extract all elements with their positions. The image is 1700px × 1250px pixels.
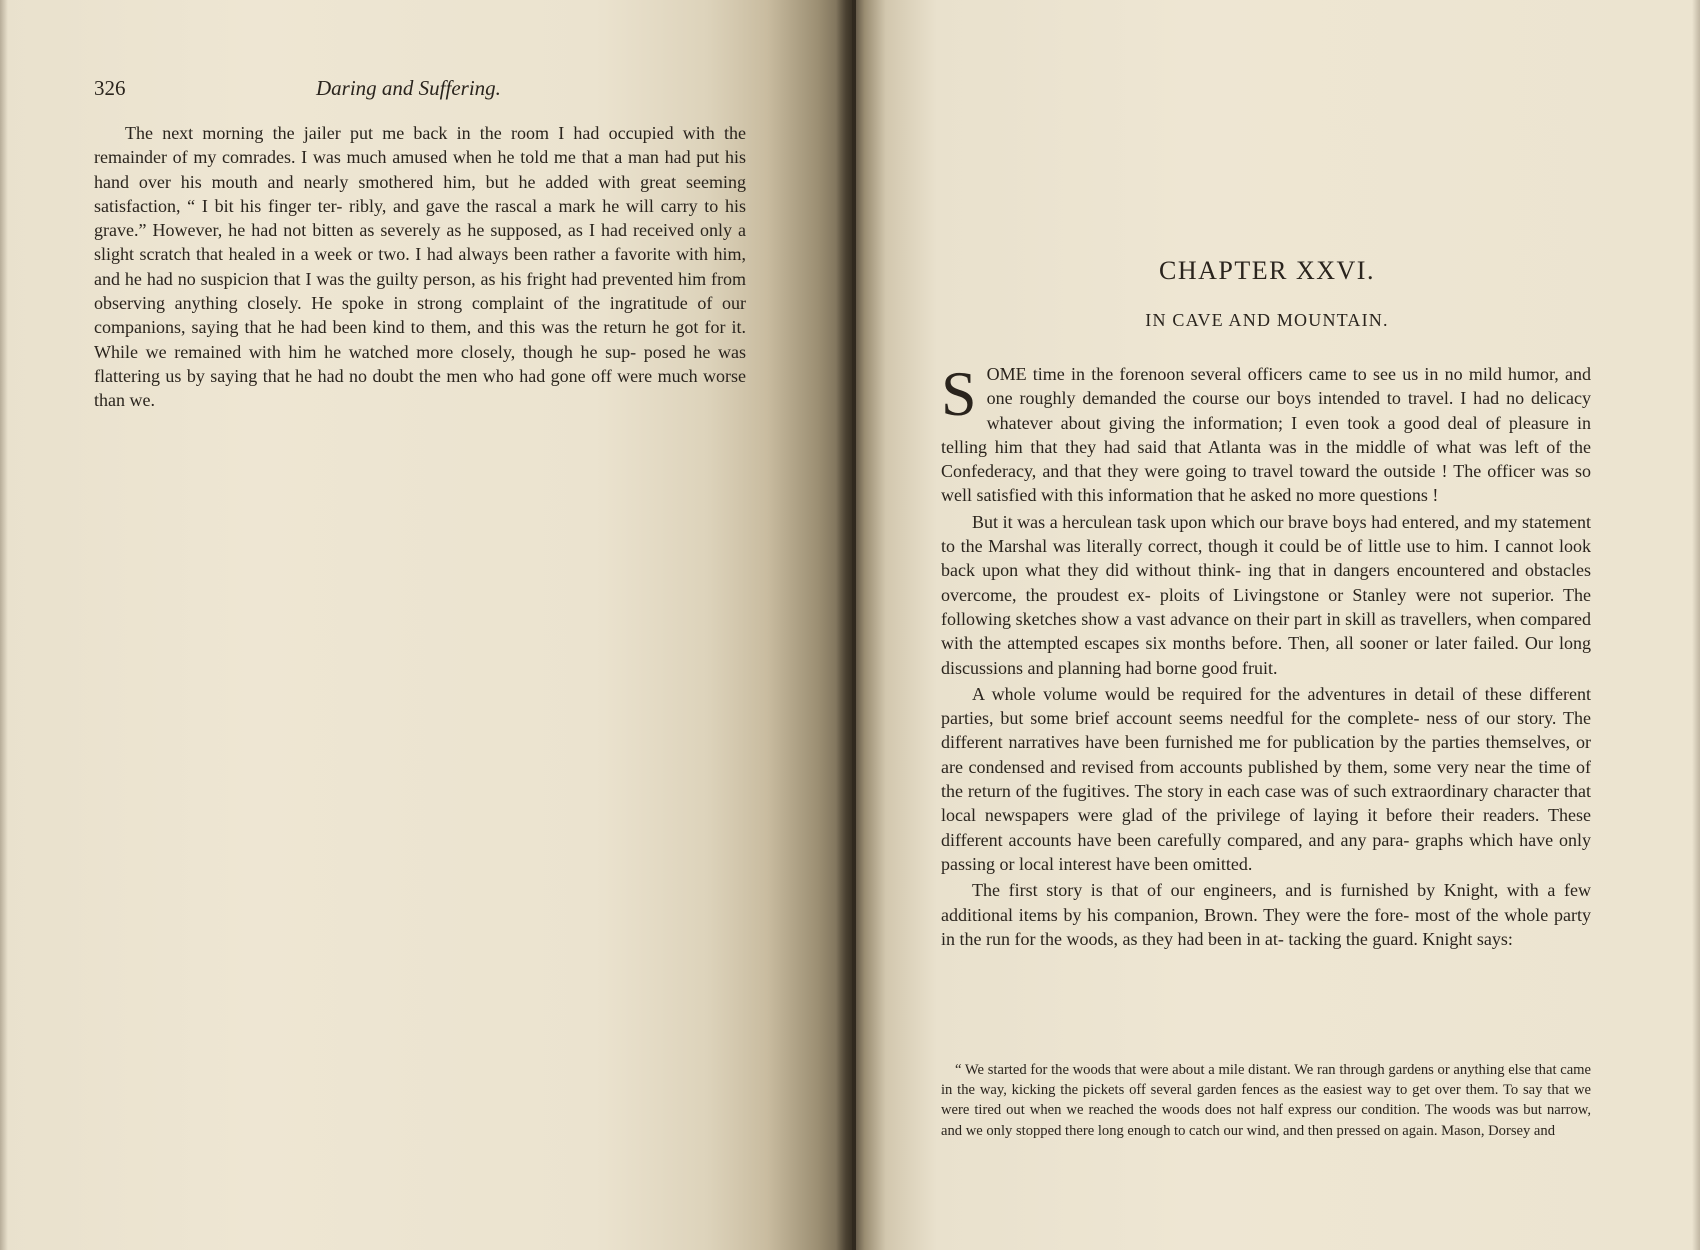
page-edge-shadow	[1692, 0, 1700, 1250]
running-title: Daring and Suffering.	[316, 76, 501, 100]
quote-text: “ We started for the woods that were about a mile distant. We ran through gardens or anything else that came in the way, kicking the pickets off several garden fences as the easiest way to get over them. To say that we were tired out when we reached the woods does not half express our condition. The woods was but narrow, and we only stopped there long enough to catch our wind, and then pressed on again. Mason, Dorsey and	[941, 1062, 1591, 1139]
drop-cap: S	[941, 358, 977, 429]
book-gutter	[836, 0, 856, 1250]
paragraph: But it was a herculean task upon which our brave boys had entered, and my statement to the Marshal was literally correct, though it could be of little use to him. I cannot look back upon what they did without think- ing that in dangers encountered and obstacles overcome, the proudest ex- ploits of Livingstone or Stanley were not superior. The following sketches show a vast advance on their part in skill as travellers, when compared with the attempted escapes six months before. Then, all sooner or later failed. Our long discussions and planning had borne good fruit.	[941, 511, 1591, 678]
right-body-text	[941, 358, 1591, 951]
paragraph: The next morning the jailer put me back in the room I had occupied with the remainder of my comrades. I was much amused when he told me that a man had put his hand over his mouth and nearly smothered him, but he added with great seeming satisfaction, “ I bit his finger ter- ribly, and gave the rascal a mark he will carry to his grave.” However, he had not bitten as severely as he supposed, as I had received only a slight scratch that healed in a week or two. I had always been rather a favorite with him, and he had no suspicion that I was the guilty person, as his fright had prevented him from observing anything closely. He spoke in strong complaint of the ingratitude of our companions, saying that he had been kind to them, and this was the return he got for it. While we remained with him he watched more closely, though he sup- posed he was flattering us by saying that he had no doubt the men who had gone off were much worse than we.	[94, 123, 746, 411]
opening-paragraph	[941, 358, 1591, 508]
paragraph: A whole volume would be required for the adventures in detail of these different parties, but some brief account seems needful for the complete- ness of our story. The different narratives have been furnished me for publication by the parties themselves, or are condensed and revised from accounts published by them, some very near the time of the return of the fugitives. The story in each case was of such extraordinary character that local newspapers were glad of the privilege of laying it before their readers. These different accounts have been carefully compared, and any para- graphs which have only passing or local interest have been omitted.	[941, 683, 1591, 874]
block-quote	[941, 1060, 1591, 1141]
running-head	[94, 76, 744, 106]
opening-text: OME time in the forenoon several officers came to see us in no mild humor, and one roughly demanded the course our boys intended to travel. I had no delicacy whatever about giving the information; I even took a good deal of pleasure in telling him that they had said that Atlanta was in the middle of what was left of the Confederacy, and that they were going to travel toward the outside ! The officer was so well satisfied with this information that he asked no more questions !	[941, 364, 1591, 506]
left-body-text	[94, 121, 746, 413]
page-edge-shadow	[0, 0, 8, 1250]
page-number: 326	[94, 76, 126, 100]
chapter-subtitle: IN CAVE AND MOUNTAIN.	[1145, 310, 1389, 330]
paragraph: The first story is that of our engineers, and is furnished by Knight, with a few additional items by his companion, Brown. They were the fore- most of the whole party in the run for the woods, as they had been in at- tacking the guard. Knight says:	[941, 880, 1591, 949]
chapter-title: CHAPTER XXVI.	[1159, 256, 1375, 285]
